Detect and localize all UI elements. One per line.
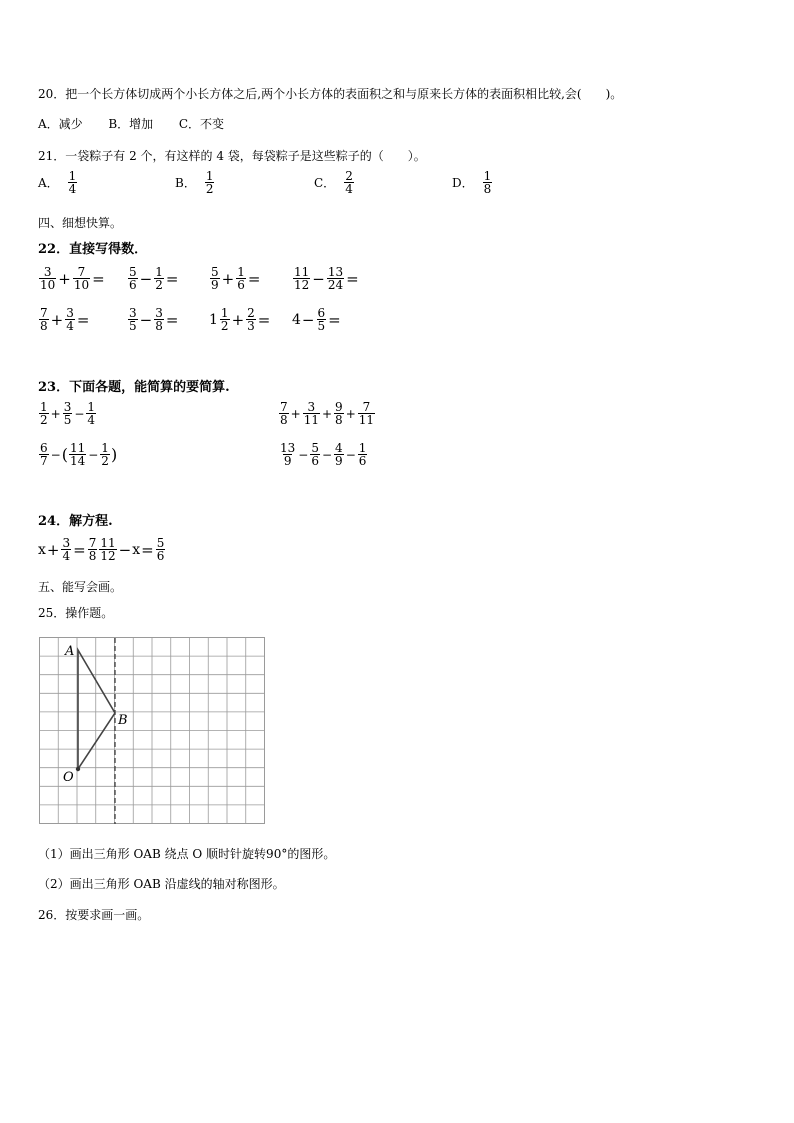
q20-option-a[interactable]: A．减少 <box>38 117 83 131</box>
q25-sub-2: （2）画出三角形 OAB 沿虚线的轴对称图形。 <box>38 877 285 891</box>
q21-option-c[interactable]: C． $\frac{2}{4}$ <box>314 169 353 196</box>
grid-lines <box>40 638 265 824</box>
q25-title: 25．操作题。 <box>38 606 114 620</box>
section-4-heading: 四、细想快算。 <box>38 216 123 230</box>
q21-option-d[interactable]: D． $\frac{1}{8}$ <box>452 169 492 196</box>
q24-title: 24．解方程. <box>38 514 113 529</box>
q21-b-fraction: $\frac{1}{2}$ <box>205 169 214 196</box>
q21-c-fraction: $\frac{2}{4}$ <box>345 169 353 196</box>
q22-expr-8: 4 − $\frac{6}{5}$ = <box>292 306 341 333</box>
q24-equations: x + $\frac{3}{4}$ = $\frac{7}{8}$ $\frac{11}{12}$ − x = $\frac{5}{6}$ <box>38 536 165 563</box>
q22-expr-2: $\frac{5}{6}$ − $\frac{1}{2}$ = <box>129 265 179 292</box>
q26-title: 26．按要求画一画。 <box>38 908 150 922</box>
q20-text: 20．把一个长方体切成两个小长方体之后,两个小长方体的表面积之和与原来长方体的表面积相比较,会( )。 <box>38 87 623 101</box>
q25-grid-figure <box>38 636 266 826</box>
q23-expr-2: $\frac{7}{8}$ + $\frac{3}{11}$ + $\frac{9}{8}$ + $\frac{7}{11}$ <box>280 400 375 427</box>
q22-title: 22．直接写得数． <box>38 242 148 257</box>
q21-option-a[interactable]: A． $\frac{1}{4}$ <box>38 169 77 196</box>
q20-option-b[interactable]: B．增加 <box>108 117 154 131</box>
q20-option-c[interactable]: C．不变 <box>178 117 224 131</box>
q22-expr-4: $\frac{11}{12}$ − $\frac{13}{24}$ = <box>294 265 359 292</box>
q22-expr-5: $\frac{7}{8}$ + $\frac{3}{4}$ = <box>40 306 90 333</box>
q21-text: 21．一袋粽子有 2 个，有这样的 4 袋，每袋粽子是这些粽子的（ ）。 <box>38 149 426 163</box>
q23-expr-1: $\frac{1}{2}$ + $\frac{3}{5}$ − $\frac{1}{4}$ <box>40 400 96 427</box>
q23-expr-3: $\frac{6}{7}$ − ( $\frac{11}{14}$ − $\frac{1}{2}$ ) <box>40 441 118 468</box>
q21-option-b[interactable]: B． $\frac{1}{2}$ <box>175 169 214 196</box>
q22-expr-7: 1 $\frac{1}{2}$ + $\frac{2}{3}$ = <box>209 306 271 333</box>
q22-expr-6: $\frac{3}{5}$ − $\frac{3}{8}$ = <box>129 306 179 333</box>
q25-sub-1: （1）画出三角形 OAB 绕点 O 顺时针旋转90°的图形。 <box>38 847 336 861</box>
label-a: A <box>65 644 75 659</box>
q23-expr-4: $\frac{13}{9}$ − $\frac{5}{6}$ − $\frac{4}{9}$ − $\frac{1}{6}$ <box>280 441 367 468</box>
q20-options <box>38 115 224 132</box>
q22-expr-3: $\frac{5}{9}$ + $\frac{1}{6}$ = <box>211 265 261 292</box>
q22-expr-1: $\frac{3}{10}$ + $\frac{7}{10}$ = <box>40 265 105 292</box>
label-o: O <box>63 770 74 785</box>
q21-a-fraction: $\frac{1}{4}$ <box>68 169 77 196</box>
label-b: B <box>118 713 128 728</box>
q21-d-fraction: $\frac{1}{8}$ <box>483 169 492 196</box>
q23-title: 23．下面各题，能简算的要简算. <box>38 380 230 395</box>
section-5-heading: 五、能写会画。 <box>38 580 123 594</box>
point-o <box>76 767 80 771</box>
triangle-oab <box>78 650 115 769</box>
